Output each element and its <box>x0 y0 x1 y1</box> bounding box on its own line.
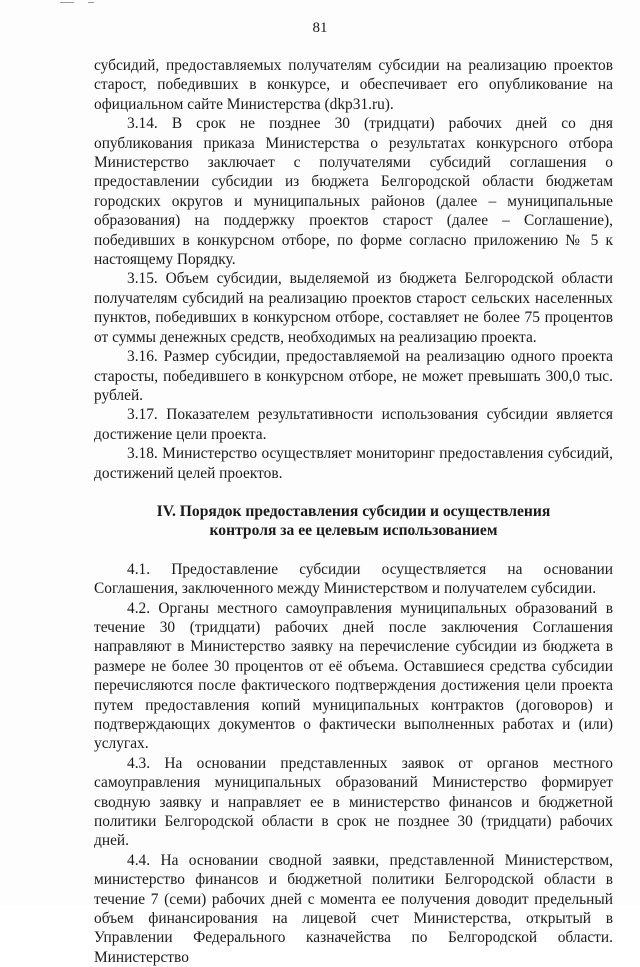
paragraph-3-15: 3.15. Объем субсидии, выделяемой из бюджета Белгородской области получателям субсидий на реализацию проектов старост сельских населенных пунктов, победивших в конкурсном отборе, составляет не более 75 процентов от суммы денежных средств, необходимых на реализацию проекта. <box>94 270 613 346</box>
paragraph-4-4: 4.4. На основании сводной заявки, представленной Министерством, министерство финансов и бюджетной политики Белгородской области в течение 7 (семи) рабочих дней с момента ее получения доводит предельный объем финансирования на лицевой счет Министерства, открытый в Управлении Федерального казначейства по Белгородской области. Министерство <box>94 851 613 966</box>
paragraph-3-17: 3.17. Показателем результативности использования субсидии является достижение цели проекта. <box>94 406 613 443</box>
section-heading <box>94 502 613 541</box>
section-heading-line-2: контроля за ее целевым использованием <box>209 522 498 540</box>
document-body <box>94 56 613 967</box>
paragraph-4-3: 4.3. На основании представленных заявок от органов местного самоуправления муниципальных образований Министерство формирует сводную заявку и направляет ее в министерство финансов и бюджетной политики Белгородской области в срок не позднее 30 (тридцати) рабочих дней. <box>94 754 613 850</box>
scan-artifact <box>60 2 74 3</box>
paragraph-3-14: 3.14. В срок не позднее 30 (тридцати) рабочих дней со дня опубликования приказа Министерства о результатах конкурсного отбора Министерство заключает с получателями субсидий соглашения о предоставлении субсидии из бюджета Белгородской области бюджетам городских округов и муниципальных районов (далее – муниципальные образования) на поддержку проектов старост (далее – Соглашение), победивших в конкурсном отборе, по форме согласно приложению № 5 к настоящему Порядку. <box>94 115 613 269</box>
scan-artifact <box>88 2 94 3</box>
paragraph-4-1: 4.1. Предоставление субсидии осуществляется на основании Соглашения, заключенного между Министерством и получателем субсидии. <box>94 560 613 598</box>
paragraph-3-18: 3.18. Министерство осуществляет мониторинг предоставления субсидий, достижений целей проектов. <box>94 445 613 482</box>
paragraph-3-16: 3.16. Размер субсидии, предоставляемой на реализацию одного проекта старосты, победившего в конкурсном отборе, не может превышать 300,0 тыс. рублей. <box>94 348 613 404</box>
paragraph: субсидий, предоставляемых получателям субсидии на реализацию проектов старост, победивших в конкурсе, и обеспечивает его опубликование на официальном сайте Министерства (dkp31.ru). <box>94 57 613 113</box>
section-heading-line-1: IV. Порядок предоставления субсидии и осуществления <box>156 502 551 520</box>
page-number: 81 <box>312 20 328 36</box>
paragraph-4-2: 4.2. Органы местного самоуправления муниципальных образований в течение 30 (тридцати) рабочих дней после заключения Соглашения направляют в Министерство заявку на перечисление субсидии из бюджета в размере не более 30 процентов от её объема. Оставшиеся средства субсидии перечисляются после фактического подтверждения достижения цели проекта путем предоставления копий муниципальных контрактов (договоров) и подтверждающих документов о фактически выполненных работах и (или) услугах. <box>94 599 613 753</box>
